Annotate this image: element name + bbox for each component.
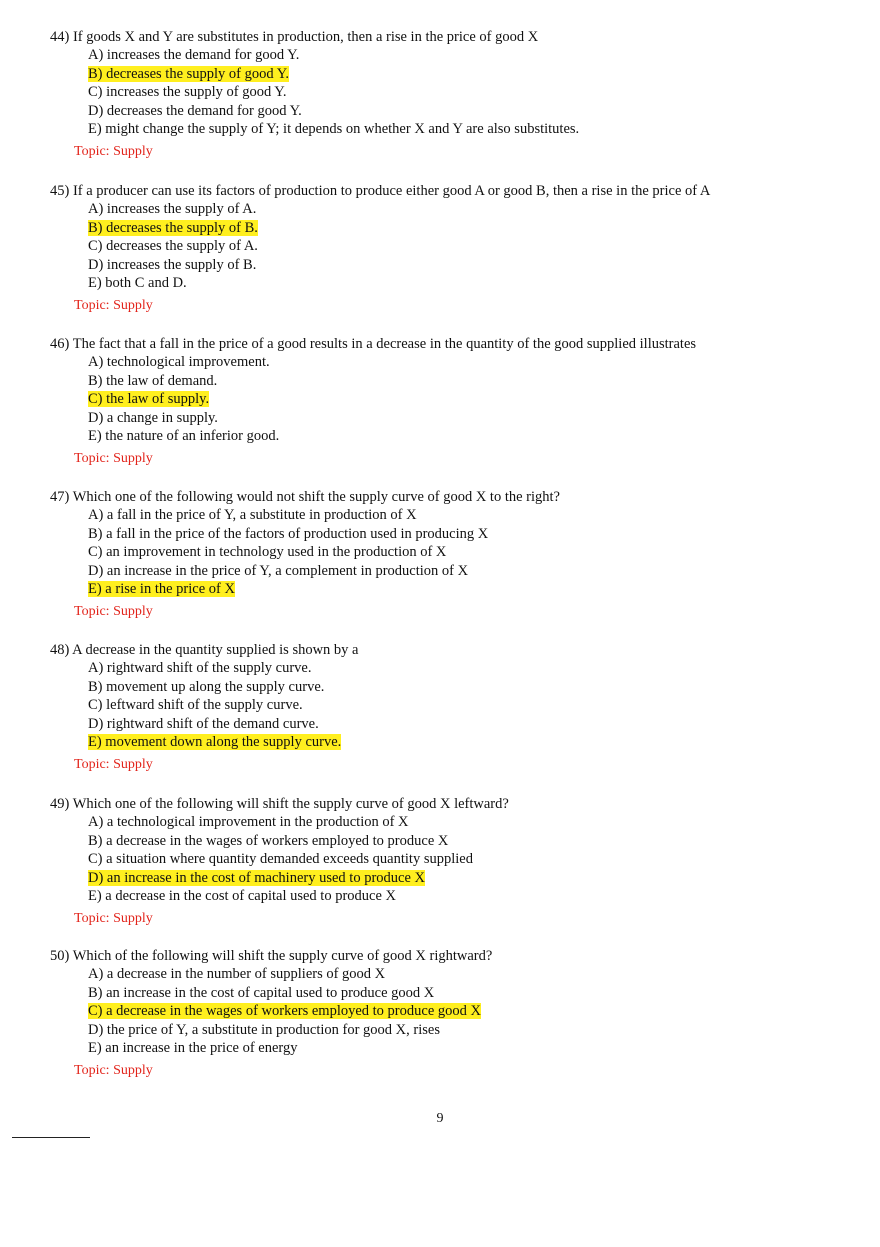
answer-option-e: E) an increase in the price of energy	[88, 1040, 298, 1056]
topic-label: Topic: Supply	[74, 910, 153, 926]
answer-option-a: A) a technological improvement in the production of X	[88, 814, 409, 830]
question-46	[50, 335, 830, 468]
answer-option-b: B) a fall in the price of the factors of production used in producing X	[88, 525, 489, 542]
question-text: If a producer can use its factors of production to produce either good A or good B, then a rise in the price of A	[72, 183, 711, 199]
answer-options	[88, 46, 830, 139]
answer-option-c: C) leftward shift of the supply curve.	[88, 697, 303, 713]
question-number: 44)	[50, 29, 70, 45]
question-45	[50, 182, 830, 315]
answer-option-c	[88, 1002, 830, 1021]
highlighted-answer: B) decreases the supply of good Y.	[88, 65, 289, 82]
answer-options	[88, 659, 830, 752]
question-47	[50, 488, 830, 621]
question-number: 45)	[50, 183, 70, 199]
answer-option-c: C) increases the supply of good Y.	[88, 84, 287, 100]
answer-option-d: D) increases the supply of B.	[88, 256, 257, 273]
answer-option-b: B) a decrease in the wages of workers employed to produce X	[88, 832, 449, 849]
answer-option-b: B) the law of demand.	[88, 372, 218, 389]
answer-option-a: A) increases the demand for good Y.	[88, 47, 300, 63]
answer-option-e: E) the nature of an inferior good.	[88, 428, 280, 444]
question-49	[50, 795, 830, 928]
answer-options	[88, 506, 830, 599]
question-stem	[50, 488, 830, 506]
answer-option-b: B) an increase in the cost of capital used to produce good X	[88, 984, 435, 1001]
answer-option-d: D) an increase in the price of Y, a complement in production of X	[88, 562, 469, 579]
topic-label: Topic: Supply	[74, 603, 153, 619]
topic-label: Topic: Supply	[74, 297, 153, 313]
highlighted-answer: D) an increase in the cost of machinery used to produce X	[88, 869, 426, 886]
answer-option-a: A) increases the supply of A.	[88, 201, 257, 217]
highlighted-answer: B) decreases the supply of B.	[88, 219, 258, 236]
question-text: Which of the following will shift the supply curve of good X rightward?	[72, 948, 493, 964]
answer-option-d: D) decreases the demand for good Y.	[88, 102, 302, 119]
answer-option-a: A) rightward shift of the supply curve.	[88, 660, 312, 676]
answer-option-d	[88, 869, 830, 888]
question-44	[50, 28, 830, 161]
answer-option-a: A) a decrease in the number of suppliers of good X	[88, 966, 386, 982]
topic-label: Topic: Supply	[74, 1062, 153, 1078]
answer-option-b	[88, 219, 830, 238]
question-stem	[50, 641, 830, 659]
question-50	[50, 947, 830, 1080]
answer-options	[88, 353, 830, 446]
question-number: 47)	[50, 489, 70, 505]
answer-option-c: C) decreases the supply of A.	[88, 238, 258, 254]
page-number: 9	[436, 1111, 444, 1126]
answer-option-d: D) a change in supply.	[88, 409, 218, 426]
answer-option-e	[88, 580, 830, 599]
answer-option-e	[88, 733, 830, 752]
question-stem	[50, 795, 830, 813]
question-number: 50)	[50, 948, 70, 964]
question-text: If goods X and Y are substitutes in production, then a rise in the price of good X	[72, 29, 539, 45]
topic-label: Topic: Supply	[74, 450, 153, 466]
answer-option-b: B) movement up along the supply curve.	[88, 678, 325, 695]
answer-option-e: E) both C and D.	[88, 275, 187, 291]
question-stem	[50, 947, 830, 965]
highlighted-answer: E) a rise in the price of X	[88, 581, 235, 597]
answer-options	[88, 965, 830, 1058]
highlighted-answer: C) a decrease in the wages of workers employed to produce good X	[88, 1003, 481, 1019]
question-number: 49)	[50, 796, 70, 812]
question-stem	[50, 28, 830, 46]
question-text: Which one of the following will shift the supply curve of good X leftward?	[72, 796, 509, 812]
question-text: The fact that a fall in the price of a good results in a decrease in the quantity of the good supplied illustrates	[72, 336, 697, 352]
answer-option-a: A) technological improvement.	[88, 354, 270, 370]
answer-option-b	[88, 65, 830, 84]
answer-option-d: D) rightward shift of the demand curve.	[88, 715, 319, 732]
answer-option-c: C) a situation where quantity demanded exceeds quantity supplied	[88, 851, 473, 867]
answer-option-c	[88, 390, 830, 409]
question-number: 46)	[50, 336, 70, 352]
topic-label: Topic: Supply	[74, 143, 153, 159]
answer-option-e: E) might change the supply of Y; it depends on whether X and Y are also substitutes.	[88, 121, 580, 137]
highlighted-answer: E) movement down along the supply curve.	[88, 734, 342, 750]
answer-option-e: E) a decrease in the cost of capital used to produce X	[88, 888, 396, 904]
footnote-divider	[12, 1137, 90, 1138]
answer-options	[88, 200, 830, 293]
question-text: Which one of the following would not shift the supply curve of good X to the right?	[72, 489, 560, 505]
topic-label: Topic: Supply	[74, 756, 153, 772]
question-stem	[50, 335, 830, 353]
highlighted-answer: C) the law of supply.	[88, 391, 210, 407]
question-number: 48)	[50, 642, 70, 658]
question-stem	[50, 182, 830, 200]
answer-option-c: C) an improvement in technology used in the production of X	[88, 544, 447, 560]
answer-option-d: D) the price of Y, a substitute in production for good X, rises	[88, 1021, 440, 1038]
answer-option-a: A) a fall in the price of Y, a substitute in production of X	[88, 507, 417, 523]
question-text: A decrease in the quantity supplied is shown by a	[72, 642, 359, 658]
question-48	[50, 641, 830, 774]
answer-options	[88, 813, 830, 906]
